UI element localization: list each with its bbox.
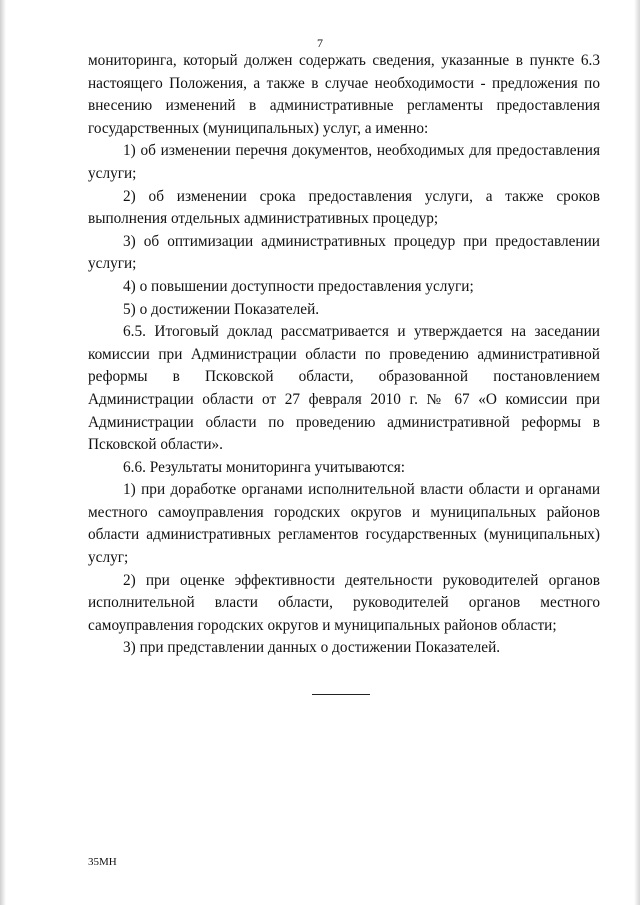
footer-code: 35МН — [88, 856, 117, 868]
results-item-3-reporting: 3) при представлении данных о достижении Показателей. — [123, 639, 501, 657]
list-item-1-documents: 1) об изменении перечня документов, необходимых для предоставления услуги; — [88, 142, 600, 182]
results-item-1-revision: 1) при доработке органами исполнительной власти области и органами местного самоуправления городских округов и муниципальных районов области административных регламентов государственных (муниципальных) услуг; — [88, 481, 600, 567]
scan-edge-right — [634, 0, 640, 905]
paragraph-6-5-final-report: 6.5. Итоговый доклад рассматривается и утверждается на заседании комиссии при Администрации области по проведению административной реформы в Псковской области, образованной постановлением Администрации области от 27 февраля 2010 г. № 67 «О комиссии при Администрации области по проведению административной реформы в Псковской области». — [88, 323, 600, 454]
list-item-4-accessibility: 4) о повышении доступности предоставления услуги; — [123, 277, 474, 295]
list-item-5-indicators: 5) о достижении Показателей. — [123, 300, 320, 318]
paragraph-6-6-results: 6.6. Результаты мониторинга учитываются: — [123, 458, 406, 476]
list-item-3-optimization: 3) об оптимизации административных процедур при предоставлении услуги; — [88, 232, 600, 273]
document-body — [88, 50, 600, 660]
paragraph-monitoring-continuation: мониторинга, который должен содержать сведения, указанные в пункте 6.3 настоящего Положения, а также в случае необходимости - предложения по внесению изменений в административные регламенты предоставления государственных (муниципальных) услуг, а именно: — [88, 52, 600, 137]
results-item-2-evaluation: 2) при оценке эффективности деятельности руководителей органов исполнительной власти области, руководителей органов местного самоуправления городских округов и муниципальных районов области; — [88, 571, 600, 634]
page-number: 7 — [317, 36, 323, 50]
list-item-2-terms: 2) об изменении срока предоставления услуги, а также сроков выполнения отдельных административных процедур; — [88, 187, 600, 228]
scan-edge-left — [0, 0, 6, 905]
end-of-text-rule — [312, 694, 370, 695]
